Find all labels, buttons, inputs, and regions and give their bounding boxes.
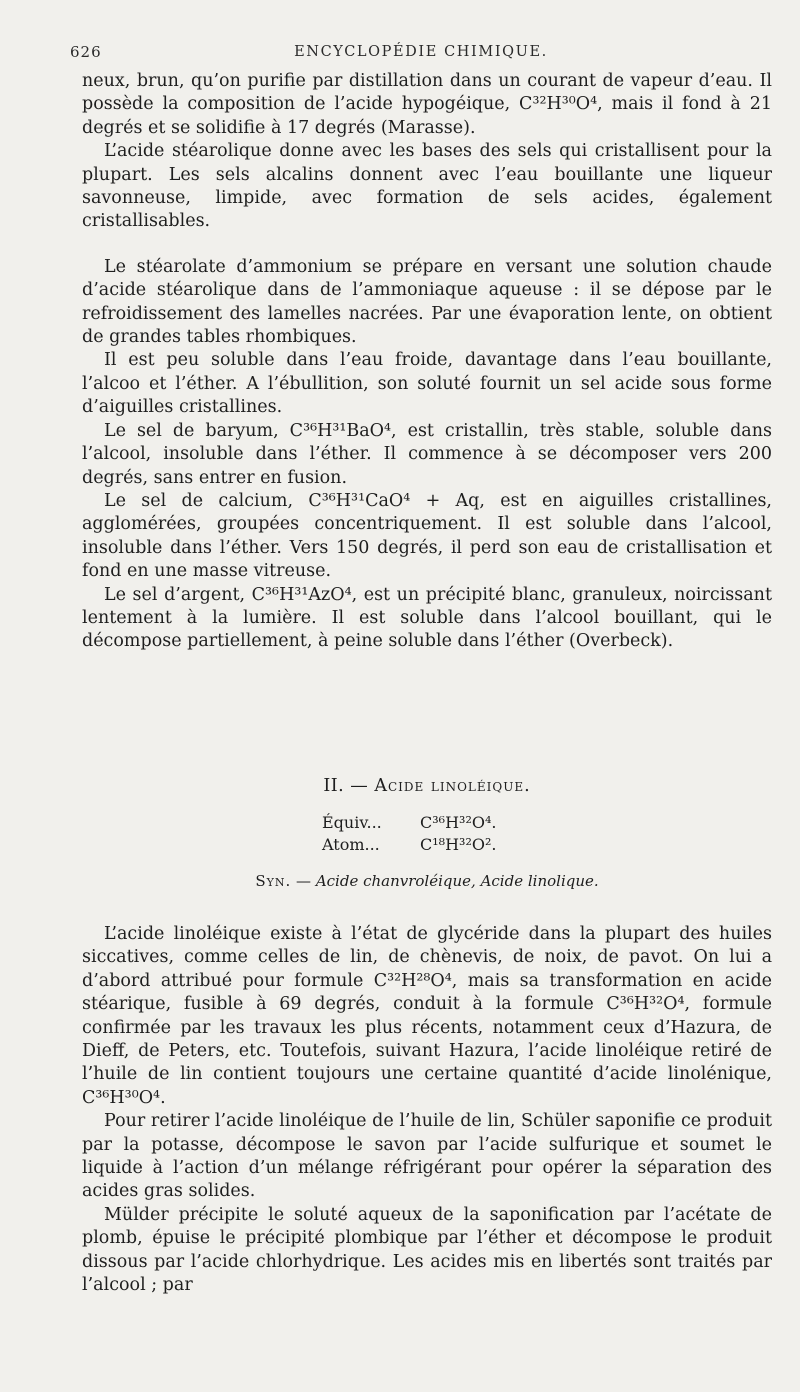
- chapter-name: Acide linoléique.: [374, 776, 531, 796]
- synonyms-dash: —: [291, 872, 316, 891]
- formula-label: Équiv...: [322, 813, 382, 833]
- synonyms-line: [82, 870, 772, 893]
- formula-value: C³⁶H³²O⁴.: [420, 813, 497, 833]
- paragraph: Mülder précipite le soluté aqueux de la saponification par l’acétate de plomb, épuise le précipité plombique par l’éther et décompose le produit dissous par l’acide chlorhydrique. Les acides mis en libertés sont traités par l’alcool ; par: [82, 1204, 772, 1296]
- formula-row: [322, 834, 532, 856]
- paragraph: neux, brun, qu’on purifie par distillation dans un courant de vapeur d’eau. Il possède la composition de l’acide hypogéique, C³²H³⁰O⁴, mais il fond à 21 degrés et se solidifie à 17 degrés (Marasse).: [82, 71, 772, 138]
- synonyms-label: Syn.: [255, 872, 292, 891]
- running-header: [70, 41, 772, 65]
- formula-row: [322, 812, 532, 834]
- synonyms-text: Acide chanvroléique, Acide linolique.: [315, 872, 599, 891]
- paragraph: Le stéarolate d’ammonium se prépare en versant une solution chaude d’acide stéarolique dans de l’ammoniaque aqueuse : il se dépose par le refroidissement des lamelles nacrées. Par une évaporation lente, on obtient de grandes tables rhombiques.: [82, 256, 772, 348]
- paragraph: Le sel de baryum, C³⁶H³¹BaO⁴, est cristallin, très stable, soluble dans l’alcool, insoluble dans l’éther. Il commence à se décomposer vers 200 degrés, sans entrer en fusion.: [82, 420, 772, 488]
- formula-block: [322, 812, 532, 856]
- page-number: 626: [70, 43, 102, 61]
- chapter-numeral: II. —: [323, 776, 375, 796]
- chapter-title: [82, 775, 772, 798]
- paragraph: Le sel d’argent, C³⁶H³¹AzO⁴, est un précipité blanc, granuleux, noircissant lentement à la lumière. Il est soluble dans l’alcool bouillant, qui le décompose partiellement, à peine soluble dans l’éther (Overbeck).: [82, 584, 772, 652]
- body-text-bottom: [82, 923, 772, 1298]
- formula-label: Atom...: [322, 835, 380, 855]
- body-text-top: [82, 70, 772, 654]
- paragraph: L’acide linoléique existe à l’état de glycéride dans la plupart des huiles siccatives, comme celles de lin, de chènevis, de noix, de pavot. On lui a d’abord attribué pour formule C³²H²⁸O⁴, mais sa transformation en acide stéarique, fusible à 69 degrés, conduit à la formule C³⁶H³²O⁴, formule confirmée par les travaux les plus récents, notamment ceux d’Hazura, de Dieff, de Peters, etc. Toutefois, suivant Hazura, l’acide linoléique retiré de l’huile de lin contient toujours une certaine quantité d’acide linolénique, C³⁶H³⁰O⁴.: [82, 924, 772, 1108]
- paragraph: Le sel de calcium, C³⁶H³¹CaO⁴ + Aq, est en aiguilles cristallines, agglomérées, groupées concentriquement. Il est soluble dans l’alcool, insoluble dans l’éther. Vers 150 degrés, il perd son eau de cristallisation et fond en une masse vitreuse.: [82, 490, 772, 582]
- formula-value: C¹⁸H³²O².: [420, 835, 497, 855]
- chapter-heading: [82, 775, 772, 894]
- paragraph: L’acide stéarolique donne avec les bases des sels qui cristallisent pour la plupart. Les sels alcalins donnent avec l’eau bouillante une liqueur savonneuse, limpide, avec formation de sels acides, également cristallisables.: [82, 141, 772, 232]
- paragraph: Pour retirer l’acide linoléique de l’huile de lin, Schüler saponifie ce produit par la potasse, décompose le savon par l’acide sulfurique et soumet le liquide à l’action d’un mélange réfrigérant pour opérer la séparation des acides gras solides.: [82, 1111, 772, 1202]
- paragraph: Il est peu soluble dans l’eau froide, davantage dans l’eau bouillante, l’alcoo et l’éther. A l’ébullition, son soluté fournit un sel acide sous forme d’aiguilles cristallines.: [82, 350, 772, 418]
- running-title: ENCYCLOPÉDIE CHIMIQUE.: [294, 44, 548, 60]
